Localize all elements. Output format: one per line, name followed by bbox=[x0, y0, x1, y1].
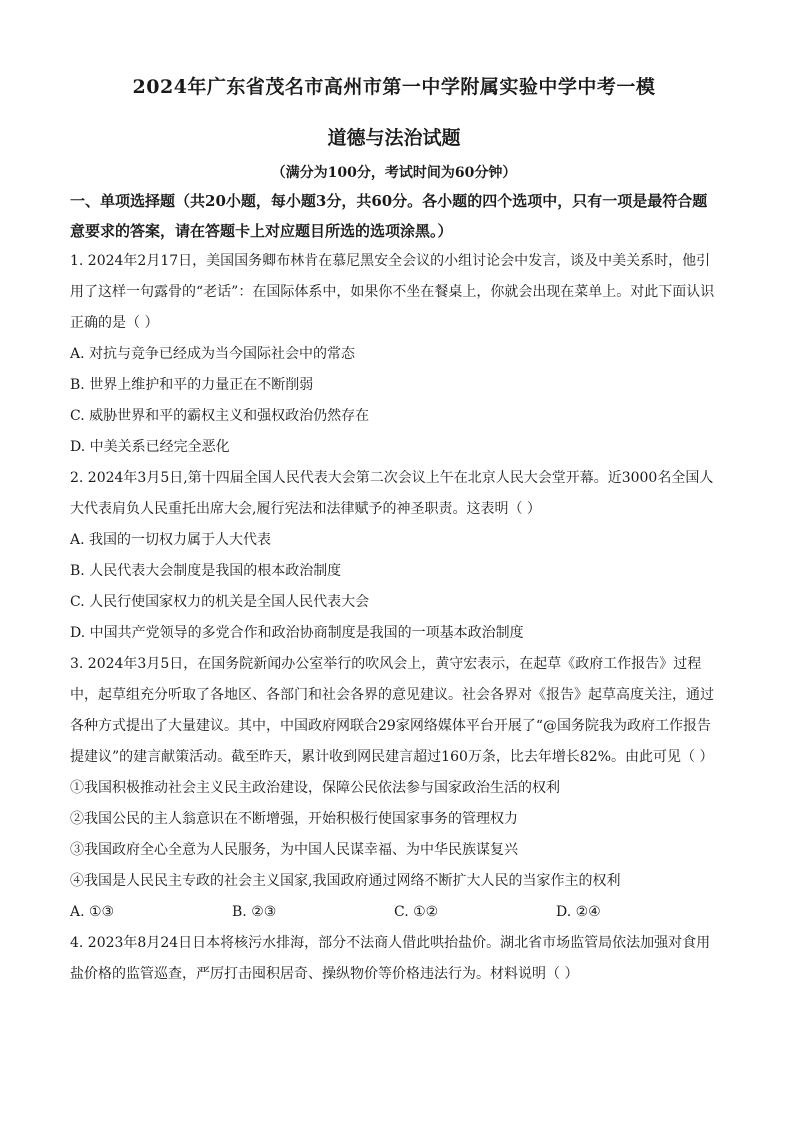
section-heading: 一、单项选择题（共20小题，每小题3分，共60分。各小题的四个选项中，只有一项是最符合题意要求的答案，请在答题卡上对应题目所选的选项涂黑。） bbox=[70, 192, 708, 240]
statement-2: ②我国公民的主人翁意识在不断增强，开始积极行使国家事务的管理权力 bbox=[70, 811, 518, 827]
question-stem: 1. 2024年2月17日，美国国务卿布林肯在慕尼黑安全会议的小组讨论会中发言，谈及中美关系时，他引用了这样一句露骨的“老话”：在国际体系中，如果你不坐在餐桌上，你就会出现在菜单上。对此下面认识正确的是（ ） bbox=[70, 253, 715, 331]
option-b: B. 人民代表大会制度是我国的根本政治制度 bbox=[70, 563, 342, 579]
statement-3: ③我国政府全心全意为人民服务，为中国人民谋幸福、为中华民族谋复兴 bbox=[70, 842, 518, 858]
question-stem: 3. 2024年3月5日，在国务院新闻办公室举行的吹风会上，黄守宏表示，在起草《政府工作报告》过程中，起草组充分听取了各地区、各部门和社会各界的意见建议。社会各界对《报告》起草高度关注，通过各种方式提出了大量建议。其中，中国政府网联合29家网络媒体平台开展了“@国务院我为政府工作报告提建议”的建言献策活动。截至昨天，累计收到网民建言超过160万条，比去年增长82%。由此可见（ ） bbox=[70, 656, 714, 765]
option-d: D. 中美关系已经完全恶化 bbox=[70, 439, 230, 455]
option-a: A. ①③ bbox=[70, 904, 115, 920]
question-4 bbox=[70, 928, 718, 990]
option-b: B. 世界上维护和平的力量正在不断削弱 bbox=[70, 377, 314, 393]
statement-1: ①我国积极推动社会主义民主政治建设，保障公民依法参与国家政治生活的权利 bbox=[70, 780, 560, 796]
question-1 bbox=[70, 246, 718, 463]
option-c: C. 人民行使国家权力的机关是全国人民代表大会 bbox=[70, 594, 370, 610]
option-d: D. 中国共产党领导的多党合作和政治协商制度是我国的一项基本政治制度 bbox=[70, 625, 524, 641]
page-subtitle: 道德与法治试题 bbox=[327, 127, 461, 149]
option-a: A. 对抗与竞争已经成为当今国际社会中的常态 bbox=[70, 346, 356, 362]
question-stem: 2. 2024年3月5日,第十四届全国人民代表大会第二次会议上午在北京人民大会堂开幕。近3000名全国人大代表肩负人民重托出席大会,履行宪法和法律赋予的神圣职责。这表明（ ） bbox=[70, 470, 714, 517]
option-b: B. ②③ bbox=[232, 904, 277, 920]
exam-note: （满分为100分，考试时间为60分钟） bbox=[271, 165, 517, 181]
question-stem: 4. 2023年8月24日日本将核污水排海，部分不法商人借此哄抬盐价。湖北省市场监管局依法加强对食用盐价格的监管巡查，严厉打击囤积居奇、操纵物价等价格违法行为。材料说明（ ） bbox=[70, 935, 711, 982]
option-c: C. 威胁世界和平的霸权主义和强权政治仍然存在 bbox=[70, 408, 370, 424]
option-a: A. 我国的一切权力属于人大代表 bbox=[70, 532, 272, 548]
question-3 bbox=[70, 649, 718, 928]
question-2 bbox=[70, 463, 718, 649]
page-title: 2024年广东省茂名市高州市第一中学附属实验中学中考一模 bbox=[132, 76, 656, 98]
options-row bbox=[70, 897, 718, 928]
option-c: C. ①② bbox=[394, 904, 439, 920]
option-d: D. ②④ bbox=[556, 904, 601, 920]
statement-4: ④我国是人民民主专政的社会主义国家,我国政府通过网络不断扩大人民的当家作主的权利 bbox=[70, 873, 621, 889]
